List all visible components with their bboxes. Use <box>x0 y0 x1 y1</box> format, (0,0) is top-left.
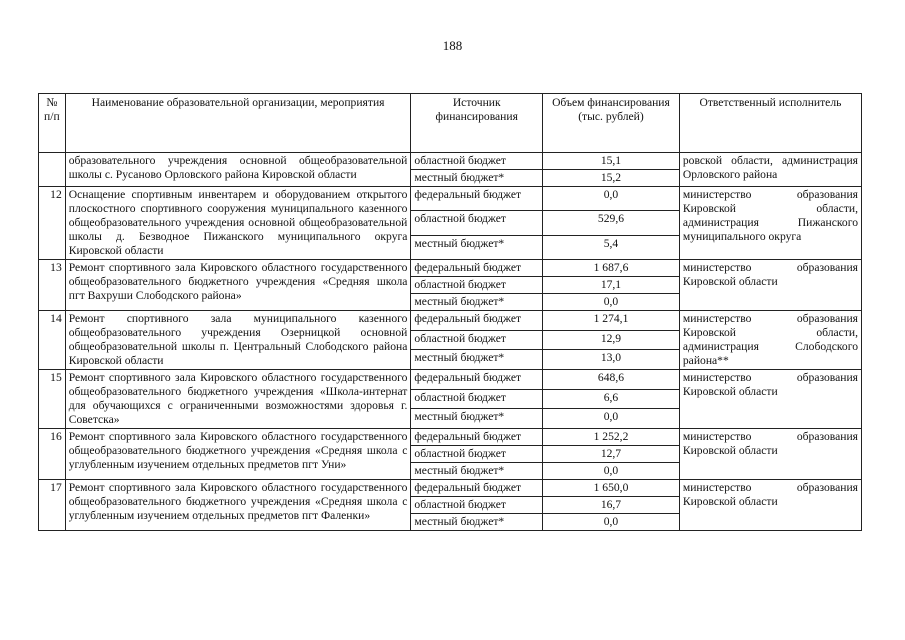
header-source: Источник финансирования <box>411 94 543 153</box>
funding-source: областной бюджет <box>411 497 543 514</box>
organization-name: Ремонт спортивного зала Кировского областного государственного общеобразовательного бюджетного учреждения «Средняя школа с углубленным изучением отдельных предметов пгт Уни» <box>65 429 411 480</box>
funding-source: федеральный бюджет <box>411 311 543 331</box>
funding-source: местный бюджет* <box>411 514 543 531</box>
row-number: 15 <box>39 370 66 429</box>
header-num: № п/п <box>39 94 66 153</box>
responsible-executor: министерство образования Кировской области, администрация Слободского района** <box>679 311 861 370</box>
funding-volume: 0,0 <box>543 187 680 211</box>
funding-volume: 12,9 <box>543 330 680 350</box>
funding-volume: 13,0 <box>543 350 680 370</box>
funding-source: федеральный бюджет <box>411 187 543 211</box>
header-responsible: Ответственный исполнитель <box>679 94 861 153</box>
funding-source: местный бюджет* <box>411 350 543 370</box>
funding-volume: 1 252,2 <box>543 429 680 446</box>
funding-volume: 1 687,6 <box>543 260 680 277</box>
funding-source: местный бюджет* <box>411 235 543 259</box>
page-number: 188 <box>442 38 463 53</box>
responsible-executor: министерство образования Кировской области <box>679 260 861 311</box>
funding-volume: 17,1 <box>543 277 680 294</box>
responsible-executor: министерство образования Кировской области <box>679 429 861 480</box>
funding-source: федеральный бюджет <box>411 370 543 390</box>
organization-name: Ремонт спортивного зала Кировского областного государственного общеобразовательного бюджетного учреждения «Школа-интернат для обучающихся с ограниченными возможностями здоровья г. Советска» <box>65 370 411 429</box>
funding-volume: 12,7 <box>543 446 680 463</box>
funding-source: федеральный бюджет <box>411 480 543 497</box>
funding-volume: 15,2 <box>543 170 680 187</box>
funding-source: федеральный бюджет <box>411 429 543 446</box>
funding-source: областной бюджет <box>411 277 543 294</box>
funding-source: областной бюджет <box>411 211 543 235</box>
header-name: Наименование образовательной организации, мероприятия <box>65 94 411 153</box>
organization-name: Ремонт спортивного зала Кировского областного государственного общеобразовательного бюджетного учреждения «Средняя школа с углубленным изучением отдельных предметов пгт Фаленки» <box>65 480 411 531</box>
organization-name: Ремонт спортивного зала Кировского областного государственного общеобразовательного бюджетного учреждения «Средняя школа пгт Вахруши Слободского района» <box>65 260 411 311</box>
funding-volume: 0,0 <box>543 294 680 311</box>
funding-source: федеральный бюджет <box>411 260 543 277</box>
funding-source: областной бюджет <box>411 389 543 409</box>
table-row <box>39 429 862 446</box>
organization-name: Ремонт спортивного зала муниципального казенного общеобразовательного учреждения Озерницкой основной общеобразовательной школы п. Центральный Слободского района Кировской области <box>65 311 411 370</box>
table-row <box>39 370 862 390</box>
funding-source: областной бюджет <box>411 153 543 170</box>
funding-source: местный бюджет* <box>411 294 543 311</box>
header-volume: Объем финансирования (тыс. рублей) <box>543 94 680 153</box>
responsible-executor: ровской области, администрация Орловского района <box>679 153 861 187</box>
funding-volume: 648,6 <box>543 370 680 390</box>
funding-source: местный бюджет* <box>411 463 543 480</box>
table-row <box>39 260 862 277</box>
row-number <box>39 153 66 187</box>
funding-volume: 15,1 <box>543 153 680 170</box>
row-number: 14 <box>39 311 66 370</box>
organization-name: Оснащение спортивным инвентарем и оборудованием открытого плоскостного спортивного сооружения муниципального казенного общеобразовательного учреждения основной общеобразовательной школы д. Безводное Пижанского муниципального округа Кировской области <box>65 187 411 260</box>
responsible-executor: министерство образования Кировской области, администрация Пижанского муниципального округа <box>679 187 861 260</box>
funding-source: местный бюджет* <box>411 409 543 429</box>
row-number: 12 <box>39 187 66 260</box>
responsible-executor: министерство образования Кировской области <box>679 370 861 429</box>
funding-volume: 1 650,0 <box>543 480 680 497</box>
organization-name: образовательного учреждения основной общеобразовательной школы с. Русаново Орловского района Кировской области <box>65 153 411 187</box>
funding-volume: 529,6 <box>543 211 680 235</box>
responsible-executor: министерство образования Кировской области <box>679 480 861 531</box>
table-row <box>39 153 862 170</box>
funding-volume: 1 274,1 <box>543 311 680 331</box>
row-number: 17 <box>39 480 66 531</box>
table-row <box>39 480 862 497</box>
funding-source: областной бюджет <box>411 446 543 463</box>
table-header-row <box>39 94 862 153</box>
table-body <box>39 153 862 531</box>
funding-source: местный бюджет* <box>411 170 543 187</box>
row-number: 13 <box>39 260 66 311</box>
table-row <box>39 187 862 211</box>
funding-source: областной бюджет <box>411 330 543 350</box>
funding-volume: 16,7 <box>543 497 680 514</box>
financing-table <box>38 93 862 531</box>
funding-volume: 6,6 <box>543 389 680 409</box>
table-row <box>39 311 862 331</box>
row-number: 16 <box>39 429 66 480</box>
funding-volume: 5,4 <box>543 235 680 259</box>
funding-volume: 0,0 <box>543 514 680 531</box>
funding-volume: 0,0 <box>543 409 680 429</box>
funding-volume: 0,0 <box>543 463 680 480</box>
